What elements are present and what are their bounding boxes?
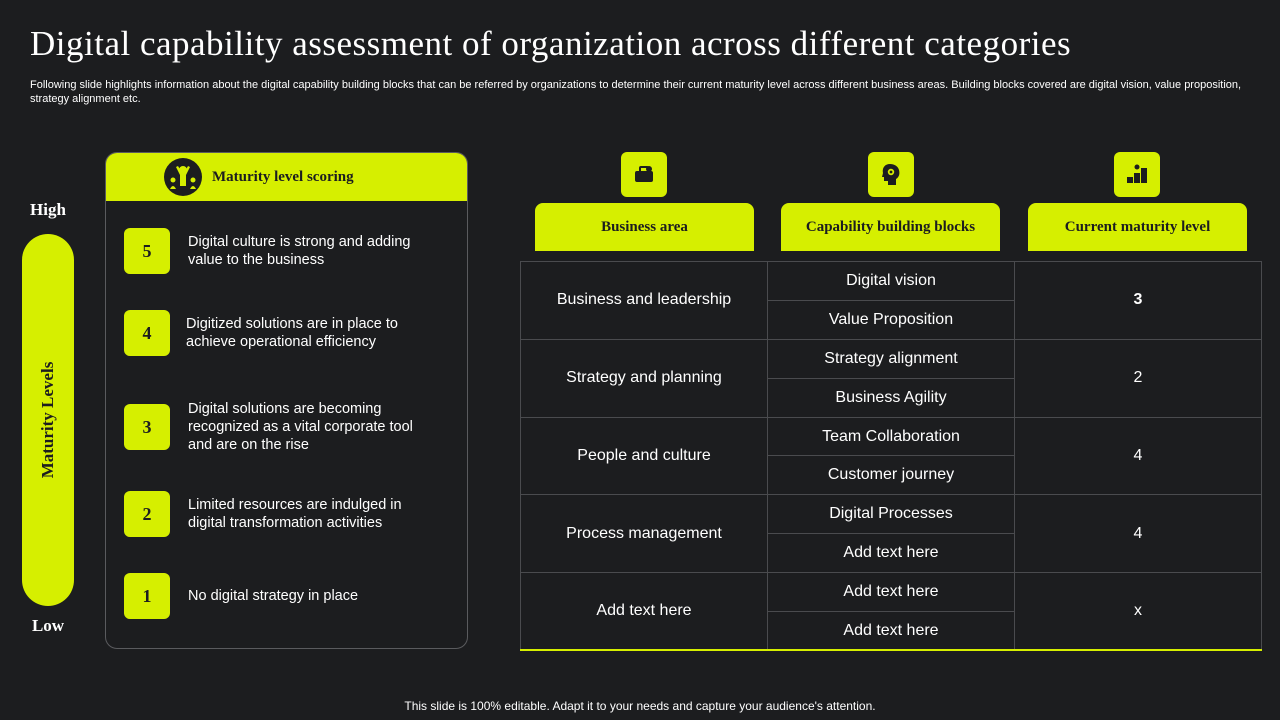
score-description: Digital culture is strong and adding value to the business xyxy=(188,234,411,268)
scoring-panel-title: Maturity level scoring xyxy=(212,168,354,185)
capability-block-cell: Business Agility xyxy=(768,378,1015,417)
score-description: No digital strategy in place xyxy=(188,588,359,604)
capability-block-cell: Digital Processes xyxy=(768,495,1015,534)
score-number: 2 xyxy=(124,491,170,537)
score-item-1 xyxy=(124,573,428,619)
capability-table xyxy=(520,261,1262,651)
table-row xyxy=(521,339,1262,378)
table-row xyxy=(521,573,1262,612)
page-title: Digital capability assessment of organization across different categories xyxy=(30,24,1072,63)
business-area-cell: Business and leadership xyxy=(521,262,768,340)
score-item-3 xyxy=(124,400,428,454)
business-area-icon xyxy=(621,152,667,197)
score-number: 4 xyxy=(124,310,170,356)
business-area-cell: Add text here xyxy=(521,573,768,651)
page-subtitle: Following slide highlights information about the digital capability building blocks that can be referred by organizations to determine their current maturity level across different business areas. Building blocks covered are digital vision, value proposition, strategy alignment etc. xyxy=(30,79,1242,105)
score-number: 1 xyxy=(124,573,170,619)
score-description: Digital solutions are becoming recognized as a vital corporate tool and are on the rise xyxy=(188,401,413,453)
score-number: 3 xyxy=(124,404,170,450)
scoring-panel-header xyxy=(106,153,467,201)
capability-block-cell: Add text here xyxy=(768,573,1015,612)
score-description: Digitized solutions are in place to achieve operational efficiency xyxy=(186,316,398,350)
capability-block-cell: Add text here xyxy=(768,534,1015,573)
table-row xyxy=(521,262,1262,301)
header-capability-blocks: Capability building blocks xyxy=(781,203,1000,251)
maturity-low-label: Low xyxy=(31,616,65,635)
table-row xyxy=(521,417,1262,456)
head-gear-icon xyxy=(868,152,914,197)
people-cheer-icon xyxy=(164,158,202,196)
capability-block-cell: Strategy alignment xyxy=(768,339,1015,378)
maturity-level-cell: x xyxy=(1015,573,1262,651)
maturity-scoring-panel xyxy=(105,152,468,649)
maturity-level-cell: 3 xyxy=(1015,262,1262,340)
footer-note: This slide is 100% editable. Adapt it to your needs and capture your audience's attention. xyxy=(404,699,876,713)
capability-block-cell: Digital vision xyxy=(768,262,1015,301)
score-item-4 xyxy=(124,310,426,356)
business-area-cell: Strategy and planning xyxy=(521,339,768,417)
capability-block-cell: Value Proposition xyxy=(768,300,1015,339)
score-item-5 xyxy=(124,228,428,274)
business-area-cell: Process management xyxy=(521,495,768,573)
capability-block-cell: Team Collaboration xyxy=(768,417,1015,456)
maturity-level-cell: 4 xyxy=(1015,495,1262,573)
maturity-level-cell: 2 xyxy=(1015,339,1262,417)
maturity-levels-bar xyxy=(22,234,74,606)
maturity-level-cell: 4 xyxy=(1015,417,1262,495)
steps-chart-icon xyxy=(1114,152,1160,197)
maturity-high-label: High xyxy=(30,200,66,219)
capability-block-cell: Customer journey xyxy=(768,456,1015,495)
header-business-area: Business area xyxy=(535,203,754,251)
table-row xyxy=(521,495,1262,534)
score-item-2 xyxy=(124,491,428,537)
business-area-cell: People and culture xyxy=(521,417,768,495)
score-number: 5 xyxy=(124,228,170,274)
maturity-levels-label: Maturity Levels xyxy=(38,361,57,479)
capability-block-cell: Add text here xyxy=(768,612,1015,651)
score-description: Limited resources are indulged in digital transformation activities xyxy=(188,497,402,531)
header-maturity-level: Current maturity level xyxy=(1028,203,1247,251)
